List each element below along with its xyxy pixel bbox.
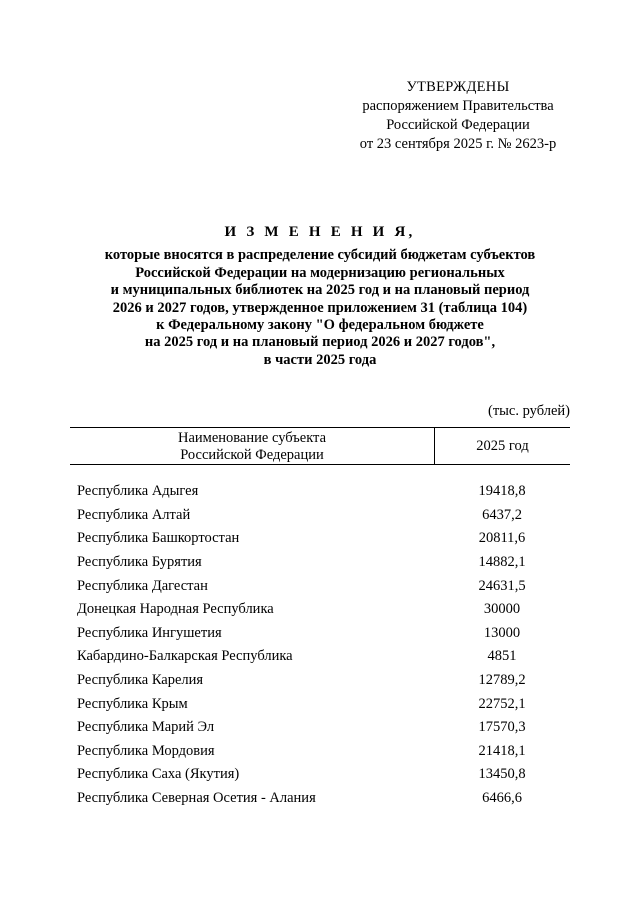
row-subject: Республика Бурятия <box>77 554 202 571</box>
table-row <box>77 551 570 575</box>
units-note: (тыс. рублей) <box>488 403 570 419</box>
table-row <box>77 574 570 598</box>
row-subject: Донецкая Народная Республика <box>77 601 274 618</box>
document-title <box>60 224 580 369</box>
approval-line-2: Российской Федерации <box>386 117 530 133</box>
row-subject: Республика Карелия <box>77 672 204 689</box>
row-subject: Республика Саха (Якутия) <box>77 766 240 783</box>
table-row <box>77 787 570 811</box>
table-row <box>77 692 570 716</box>
row-value: 24631,5 <box>478 577 526 594</box>
row-subject: Кабардино-Балкарская Республика <box>77 648 293 665</box>
row-value: 6466,6 <box>482 790 522 807</box>
row-value: 13000 <box>483 624 521 641</box>
title-line-3: и муниципальных библиотек на 2025 год и на плановый период <box>110 282 530 299</box>
header-subject-line-2: Российской Федерации <box>180 447 324 463</box>
approval-line-3: от 23 сентября 2025 г. № 2623-р <box>359 136 557 152</box>
table-row <box>77 716 570 740</box>
title-line-6: на 2025 год и на плановый период 2026 и 2027 годов", <box>144 334 496 351</box>
row-value: 6437,2 <box>482 506 522 523</box>
row-subject: Республика Мордовия <box>77 742 215 759</box>
title-line-4: 2026 и 2027 годов, утвержденное приложением 31 (таблица 104) <box>112 299 528 316</box>
row-value: 19418,8 <box>478 483 526 500</box>
row-subject: Республика Алтай <box>77 506 191 523</box>
title-line-2: Российской Федерации на модернизацию региональных <box>135 264 505 281</box>
row-value: 4851 <box>487 648 517 665</box>
table-row <box>77 598 570 622</box>
row-value: 12789,2 <box>478 672 526 689</box>
row-value: 30000 <box>483 601 521 618</box>
approval-stamp <box>340 78 576 154</box>
row-value: 21418,1 <box>478 742 526 759</box>
header-year: 2025 год <box>476 438 529 454</box>
header-subject-name <box>70 428 435 464</box>
row-value: 17570,3 <box>478 719 526 736</box>
table-row <box>77 763 570 787</box>
row-subject: Республика Башкортостан <box>77 530 240 547</box>
row-subject: Республика Ингушетия <box>77 624 222 641</box>
title-line-5: к Федеральному закону "О федеральном бюджете <box>156 317 484 334</box>
table-row <box>77 527 570 551</box>
approval-line-1: распоряжением Правительства <box>362 98 554 114</box>
title-main: И З М Е Н Е Н И Я, <box>224 224 416 240</box>
table-row <box>77 669 570 693</box>
header-subject-line-1: Наименование субъекта <box>177 430 327 446</box>
table-body <box>77 480 570 810</box>
row-value: 14882,1 <box>478 554 526 571</box>
table-row <box>77 480 570 504</box>
table-row <box>77 645 570 669</box>
row-value: 20811,6 <box>478 530 526 547</box>
row-subject: Республика Адыгея <box>77 483 199 500</box>
table-header <box>70 427 570 465</box>
table-row <box>77 622 570 646</box>
row-value: 22752,1 <box>478 695 526 712</box>
table-row <box>77 504 570 528</box>
row-subject: Республика Дагестан <box>77 577 208 594</box>
row-subject: Республика Марий Эл <box>77 719 215 736</box>
title-line-7: в части 2025 года <box>263 351 377 368</box>
row-subject: Республика Крым <box>77 695 188 712</box>
row-subject: Республика Северная Осетия - Алания <box>77 790 316 807</box>
table-row <box>77 740 570 764</box>
approval-heading: УТВЕРЖДЕНЫ <box>406 79 510 95</box>
row-value: 13450,8 <box>478 766 526 783</box>
title-line-1: которые вносятся в распределение субсидий бюджетам субъектов <box>104 247 536 264</box>
